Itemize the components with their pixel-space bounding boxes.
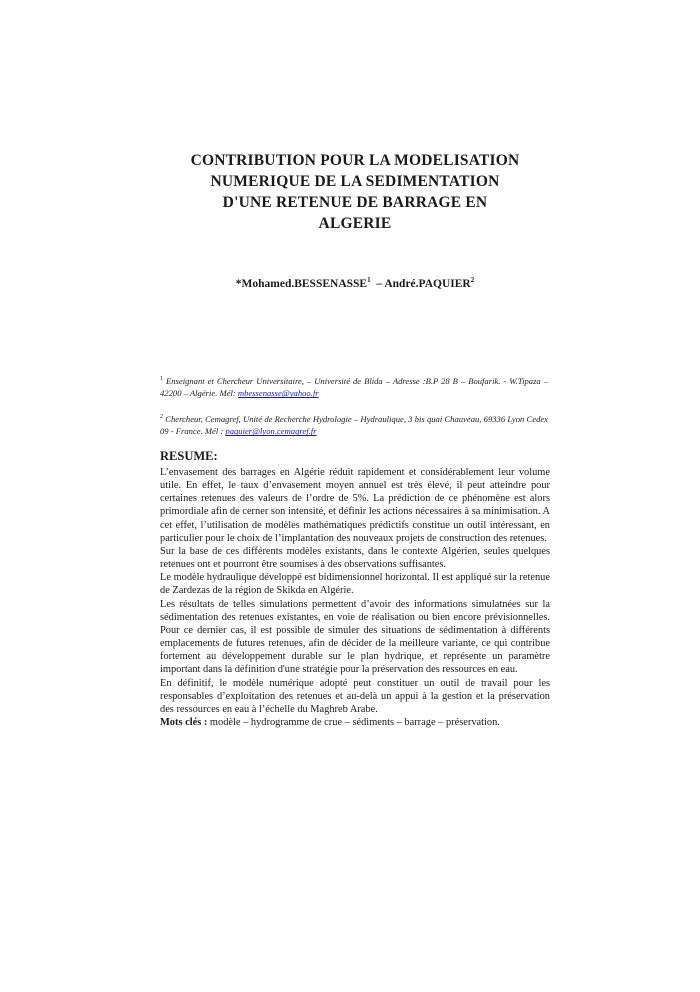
- affiliation-note: [160, 373, 548, 400]
- keywords-label: Mots clés :: [160, 716, 208, 728]
- abstract-paragraph: Sur la base de ces différents modèles existants, dans le contexte Algérien, seules quelques retenues ont et pourront être soumises à des observations suffisantes.: [160, 545, 550, 571]
- affiliation-note: [160, 411, 548, 438]
- abstract-body: [160, 466, 550, 729]
- title-line: D'UNE RETENUE DE BARRAGE EN: [222, 194, 488, 211]
- email-link[interactable]: mbessenasse@yahoo.fr: [237, 388, 319, 399]
- paper-title: [130, 150, 580, 234]
- keywords-text: modèle – hydrogramme de crue – sédiments – barrage – préservation.: [207, 716, 500, 728]
- abstract-heading: RESUME:: [160, 449, 218, 463]
- author-name: *Mohamed.BESSENASSE: [235, 277, 368, 290]
- author-name: André.PAQUIER: [384, 277, 471, 290]
- abstract-paragraph: Le modèle hydraulique développé est bidimensionnel horizontal. Il est appliqué sur la retenue de Zardezas de la région de Skikda en Algérie.: [160, 572, 550, 597]
- affiliation-mark: 2: [160, 414, 163, 420]
- abstract-paragraph: L’envasement des barrages en Algérie réduit rapidement et considérablement leur volume utile. En effet, le taux d’envasement moyen annuel est très élevé, il peut atteindre pour certaines retenues des valeurs de l’ordre de 5%. La prédiction de ce phénomène est alors primordiale afin de cerner son intensité, et définir les actions nécessaires à sa minimisation. A cet effet, l’utilisation de modèles mathématiques prédictifs constitue un outil intéressant, en particulier pour le choix de l’implantation des nouveaux projets de construction des retenues.: [160, 467, 550, 544]
- affiliation-mark: 1: [160, 376, 163, 382]
- affiliation-text: Chercheur, Cemagref, Unité de Recherche Hydrologie – Hydraulique, 3 bis quai Chauveau, 69336 Lyon Cedex 09 - France. Mél :: [160, 413, 548, 437]
- abstract-paragraph: En définitif, le modèle numérique adopté peut constituer un outil de travail pour les responsables d’exploitation des retenues et au-delà un appui à la gestion et la préservation des ressources en eau à l’échelle du Maghreb Arabe.: [160, 677, 550, 715]
- title-line: CONTRIBUTION POUR LA MODELISATION: [190, 152, 520, 169]
- affiliation-text: Enseignant et Chercheur Universitaire, – Université de Blida – Adresse :B.P 28 B – Boufarik. - W.Tipaza – 42200 – Algérie. Mél:: [160, 375, 548, 399]
- email-link[interactable]: paquier@lyon.cemagref.fr: [225, 426, 317, 437]
- author-affiliation-mark: 1: [367, 276, 371, 284]
- author-line: [130, 276, 580, 290]
- title-line: NUMERIQUE DE LA SEDIMENTATION: [210, 173, 500, 190]
- keywords-line: [160, 716, 550, 729]
- author-separator: –: [370, 277, 385, 290]
- author-affiliation-mark: 2: [470, 276, 475, 284]
- title-line: ALGERIE: [318, 215, 392, 232]
- abstract-paragraph: Les résultats de telles simulations permettent d’avoir des informations simulatnées sur la sédimentation des retenues existantes, en voie de réalisation ou bien encore prévisionnelles. Pour ce dernier cas, il est possible de simuler des situations de sédimentation à différents emplacements de futures retenues, afin de décider de la meilleure variante, ce qui contribue fortement au développement durable sur le plan hydrique, et représente un paramètre important dans la définition d'une stratégie pour la préservation des ressources en eau.: [160, 598, 550, 676]
